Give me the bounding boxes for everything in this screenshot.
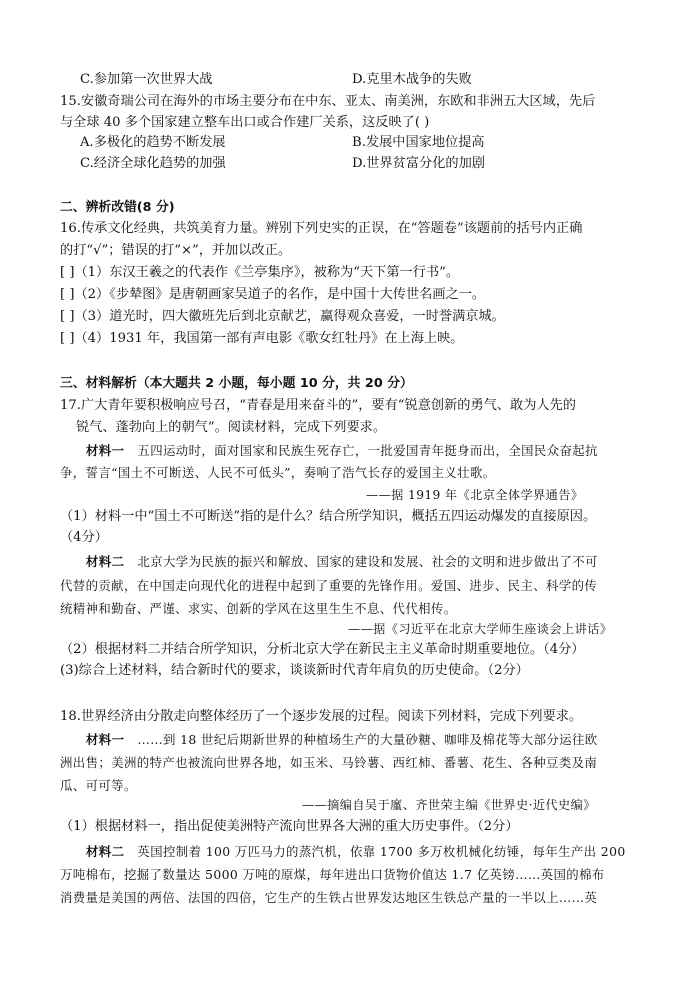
- q16-item-1: [ ]（1）东汉王羲之的代表作《兰亭集序》，被称为“天下第一行书”。: [60, 265, 460, 280]
- q17-material2-text1: 北京大学为民族的振兴和解放、国家的建设和发展、社会的文明和进步做出了不可: [137, 554, 598, 569]
- q14-option-c: C.参加第一次世界大战: [80, 72, 213, 87]
- q17-stem-line2: 锐气、蓬勃向上的朝气”。阅读材料，完成下列要求。: [76, 420, 387, 435]
- q14-option-d: D.克里木战争的失败: [352, 72, 472, 87]
- q17-material2-label: 材料二: [86, 554, 125, 569]
- q18-material1-line2: 洲出售；美洲的特产也被流向世界各地，如玉米、马铃薯、西红柿、番薯、花生、各种豆类及南: [60, 755, 598, 770]
- q18-material1-label: 材料一: [86, 732, 125, 747]
- q15-option-c: C.经济全球化趋势的加强: [80, 156, 226, 171]
- q16-stem-line2: 的打“√”；错误的打“×”，并加以改正。: [60, 243, 292, 258]
- q15-option-b: B.发展中国家地位提高: [352, 135, 485, 150]
- q16-item-2: [ ]（2）《步辇图》是唐朝画家吴道子的名作，是中国十大传世名画之一。: [60, 287, 486, 302]
- q16-item-3: [ ]（3）道光时，四大徽班先后到北京献艺，赢得观众喜爱，一时誉满京城。: [60, 309, 505, 324]
- q17-material1-label: 材料一: [86, 443, 125, 458]
- section3-heading: 三、材料解析（本大题共 2 小题，每小题 10 分，共 20 分）: [60, 376, 413, 391]
- q17-material1-source: ——据 1919 年《北京全体学界通告》: [366, 488, 584, 502]
- q15-stem-line2: 与全球 40 多个国家建立整车出口或合作建厂关系，这反映了( ): [60, 115, 430, 130]
- section2-heading: 二、辨析改错(8 分): [60, 200, 175, 215]
- q17-material2-line1: [86, 553, 598, 570]
- q18-material2-line1: [86, 843, 626, 860]
- q18-material1-source: ——摘编自吴于廑、齐世荣主编《世界史·近代史编》: [302, 798, 596, 812]
- q15-option-a: A.多极化的趋势不断发展: [80, 135, 226, 150]
- q18-material1-text1: ……到 18 世纪后期新世界的种植场生产的大量砂糖、咖啡及棉花等大部分运往欧: [137, 732, 598, 747]
- q15-stem-line1: 15.安徽奇瑞公司在海外的市场主要分布在中东、亚太、南美洲，东欧和非洲五大区域，先后: [60, 94, 596, 109]
- q17-question3: (3)综合上述材料，结合新时代的要求，谈谈新时代青年肩负的历史使命。（2分）: [60, 663, 529, 678]
- q18-material2-label: 材料二: [86, 844, 125, 859]
- q17-material1-line2: 争，誓言“国土不可断送、人民不可低头”，奏响了浩气长存的爱国主义壮歌。: [60, 465, 496, 480]
- q17-material2-line3: 统精神和勤奋、严谨、求实、创新的学风在这里生生不息、代代相传。: [60, 601, 457, 616]
- q17-stem-line1: 17.广大青年要积极响应号召，“青春是用来奋斗的”，要有“锐意创新的勇气、敢为人先的: [60, 398, 576, 413]
- q18-material1-line1: [86, 731, 598, 748]
- q16-item-4: [ ]（4）1931 年，我国第一部有声电影《歌女红牡丹》在上海上映。: [60, 331, 464, 346]
- q18-stem: 18.世界经济由分散走向整体经历了一个逐步发展的过程。阅读下列材料，完成下列要求。: [60, 709, 583, 724]
- q17-material1-line1: [86, 442, 598, 459]
- q18-material2-line3: 消费量是美国的两倍、法国的四倍，它生产的生铁占世界发达地区生铁总产量的一半以上……英: [60, 890, 598, 905]
- q18-question1: （1）根据材料一，指出促使美洲特产流向世界各大洲的重大历史事件。（2分）: [60, 819, 519, 834]
- q15-option-d: D.世界贫富分化的加剧: [352, 156, 485, 171]
- q18-material2-line2: 万吨棉布，挖掘了数量达 5000 万吨的原煤，每年进出口货物价值达 1.7 亿英镑……英国的棉布: [60, 867, 605, 882]
- q18-material1-line3: 瓜、可可等。: [60, 778, 137, 793]
- q17-question1-line1: （1）材料一中“国土不可断送”指的是什么？结合所学知识，概括五四运动爆发的直接原因。: [60, 509, 597, 524]
- q17-question2: （2）根据材料二并结合所学知识，分析北京大学在新民主主义革命时期重要地位。（4分）: [60, 642, 585, 657]
- q17-question1-line2: （4分）: [60, 530, 108, 545]
- q17-material2-line2: 代替的贡献，在中国走向现代化的进程中起到了重要的先锋作用。爱国、进步、民主、科学的传: [60, 578, 598, 593]
- q16-stem-line1: 16.传承文化经典，共筑美育力量。辨别下列史实的正误，在“答题卷”该题前的括号内正确: [60, 221, 583, 236]
- q18-material2-text1: 英国控制着 100 万匹马力的蒸汽机，依靠 1700 多万枚机械化纺锤，每年生产出 200: [137, 844, 626, 859]
- q17-material1-text1: 五四运动时，面对国家和民族生死存亡，一批爱国青年挺身而出，全国民众奋起抗: [137, 443, 598, 458]
- q17-material2-source: ——据《习近平在北京大学师生座谈会上讲话》: [348, 622, 613, 636]
